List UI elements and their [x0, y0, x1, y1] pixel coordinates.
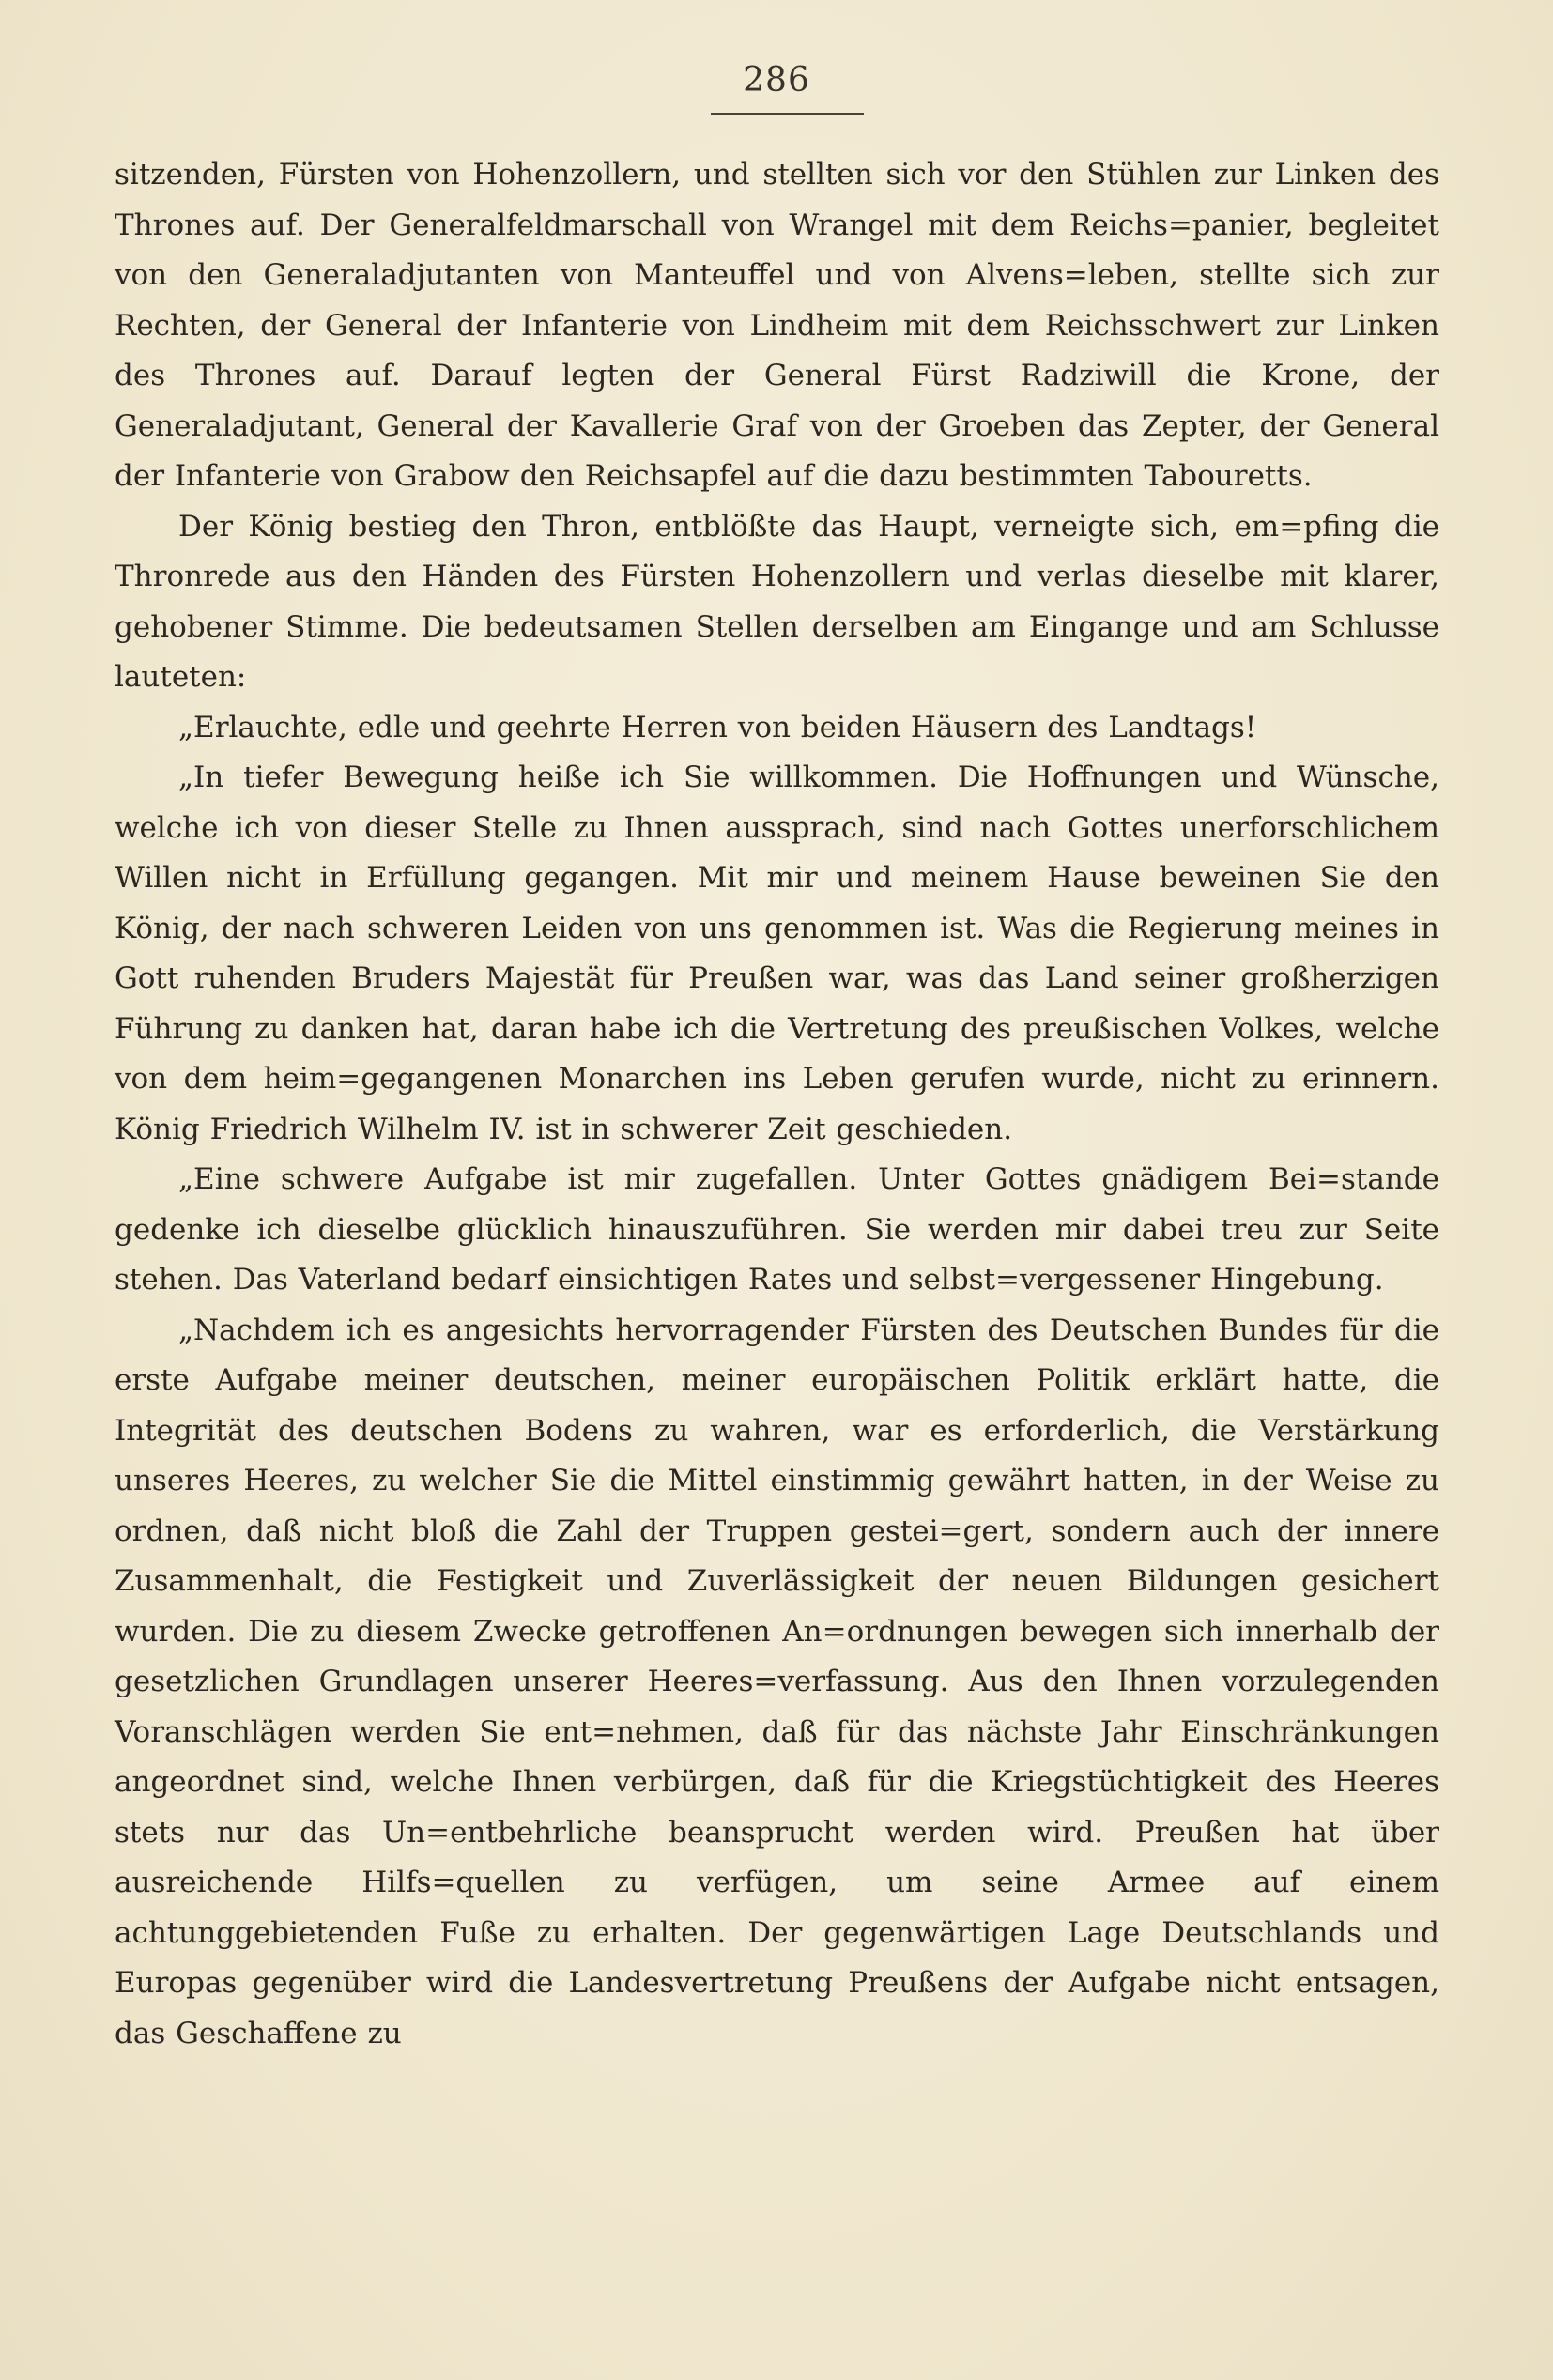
paragraph-6: „Nachdem ich es angesichts hervorragender Fürsten des Deutschen Bundes für die erste Aufgabe meiner deutschen, meiner europäischen Politik erklärt hatte, die Integrität des deutschen Bodens zu wahren, war es erforderlich, die Verstärkung unseres Heeres, zu welcher Sie die Mittel einstimmig gewährt hatten, in der Weise zu ordnen, daß nicht bloß die Zahl der Truppen gestei=gert, sondern auch der innere Zusammenhalt, die Festigkeit und Zuverlässigkeit der neuen Bildungen gesichert wurden. Die zu diesem Zwecke getroffenen An=ordnungen bewegen sich innerhalb der gesetzlichen Grundlagen unserer Heeres=verfassung. Aus den Ihnen vorzulegenden Voranschlägen werden Sie ent=nehmen, daß für das nächste Jahr Einschränkungen angeordnet sind, welche Ihnen verbürgen, daß für die Kriegstüchtigkeit des Heeres stets nur das Un=entbehrliche beansprucht werden wird. Preußen hat über ausreichende Hilfs=quellen zu verfügen, um seine Armee auf einem achtunggebietenden Fuße zu erhalten. Der gegenwärtigen Lage Deutschlands und Europas gegenüber wird die Landesvertretung Preußens der Aufgabe nicht entsagen, das Geschaffene zu	[115, 1313, 1439, 2050]
paragraph-3: „Erlauchte, edle und geehrte Herren von beiden Häusern des Landtags!	[178, 710, 1257, 745]
header-rule	[711, 113, 864, 115]
paragraph-5: „Eine schwere Aufgabe ist mir zugefallen. Unter Gottes gnädigem Bei=stande gedenke ich dieselbe glücklich hinauszuführen. Sie werden mir dabei treu zur Seite stehen. Das Vaterland bedarf einsichtigen Rates und selbst=vergessener Hingebung.	[115, 1162, 1439, 1297]
paragraph-1: sitzenden, Fürsten von Hohenzollern, und stellten sich vor den Stühlen zur Linken des Thrones auf. Der Generalfeldmarschall von Wrangel mit dem Reichs=panier, begleitet von den Generaladjutanten von Manteuffel und von Alvens=leben, stellte sich zur Rechten, der General der Infanterie von Lindheim mit dem Reichsschwert zur Linken des Thrones auf. Darauf legten der General Fürst Radziwill die Krone, der Generaladjutant, General der Kavallerie Graf von der Groeben das Zepter, der General der Infanterie von Grabow den Reichsapfel auf die dazu bestimmten Tabouretts.	[115, 158, 1439, 493]
paragraph-4: „In tiefer Bewegung heiße ich Sie willkommen. Die Hoffnungen und Wünsche, welche ich von dieser Stelle zu Ihnen aussprach, sind nach Gottes unerforschlichem Willen nicht in Erfüllung gegangen. Mit mir und meinem Hause beweinen Sie den König, der nach schweren Leiden von uns genommen ist. Was die Regierung meines in Gott ruhenden Bruders Majestät für Preußen war, was das Land seiner großherzigen Führung zu danken hat, daran habe ich die Vertretung des preußischen Volkes, welche von dem heim=gegangenen Monarchen ins Leben gerufen wurde, nicht zu erinnern. König Friedrich Wilhelm IV. ist in schwerer Zeit geschieden.	[115, 760, 1439, 1146]
paragraph-2: Der König bestieg den Thron, entblößte das Haupt, verneigte sich, em=pfing die Thronrede aus den Händen des Fürsten Hohenzollern und verlas dieselbe mit klarer, gehobener Stimme. Die bedeutsamen Stellen derselben am Eingange und am Schlusse lauteten:	[115, 509, 1439, 694]
page-number: 286	[743, 61, 810, 100]
body-text	[115, 150, 1439, 2059]
